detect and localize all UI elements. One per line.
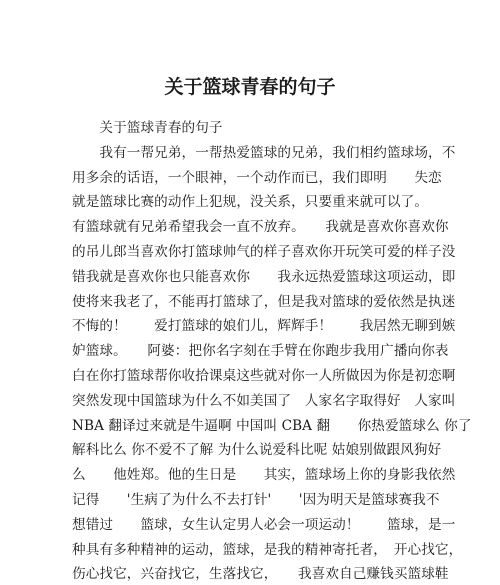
body-text-line: 使将来我老了，不能再打篮球了，但是我对篮球的爱依然是执迷: [72, 293, 456, 310]
body-text-line: 的吊儿郎当喜欢你打篮球帅气的样子喜欢你开玩笑可爱的样子没: [72, 244, 456, 260]
body-text-line: 记得 '生病了为什么不去打针' '因为明天是篮球赛我不: [72, 492, 440, 508]
body-text-line: 伤心找它，兴奋找它，生落找它， 我喜欢自己赚钱买篮球鞋: [72, 566, 449, 583]
body-text-line: 有篮球就有兄弟希望我会一直不放弃。 我就是喜欢你喜欢你: [72, 219, 449, 236]
body-text-line: NBA 翻译过来就是牛逼啊 中国叫 CBA 翻 你热爱篮球么 你了: [72, 417, 472, 434]
body-text-line: 种具有多种精神的运动，篮球，是我的精神寄托者， 开心找它，: [72, 541, 463, 558]
body-text-line: 关于篮球青春的句子: [72, 120, 223, 136]
body-text-line: 就是篮球比赛的动作上犯规，没关系，只要重来就可以了。: [72, 194, 429, 211]
body-text-line: 想错过 篮球，女生认定男人必会一项运动！ 篮球，是一: [72, 516, 456, 533]
body-text-line: 不悔的！ 爱打篮球的娘们儿，辉辉手！ 我居然无聊到嫉: [72, 318, 456, 335]
body-text-line: 么 他姓郑。他的生日是 其实，篮球场上你的身影我依然: [72, 467, 456, 484]
body-text-line: 白在你打篮球帮你收拾课桌这些就对你一人所做因为你是初恋啊: [72, 368, 456, 384]
body-text-line: 用多余的话语，一个眼神，一个动作而已，我们即明 失恋: [72, 169, 442, 186]
body-text-line: 我有一帮兄弟，一帮热爱篮球的兄弟，我们相约篮球场，不: [72, 144, 456, 161]
body-text-line: 解科比么 你不爱不了解 为什么说爱科比呢 姑娘别做跟风狗好: [72, 442, 442, 459]
body-text-line: 突然发现中国篮球为什么不如美国了 人家名字取得好 人家叫: [72, 392, 456, 409]
body-text-line: 错我就是喜欢你也只能喜欢你 我永远热爱篮球这项运动，即: [72, 268, 456, 285]
document-title: 关于篮球青春的句子: [164, 76, 336, 98]
body-text-line: 妒篮球。 阿婆：把你名字刻在手臂在你跑步我用广播向你表: [72, 343, 449, 360]
